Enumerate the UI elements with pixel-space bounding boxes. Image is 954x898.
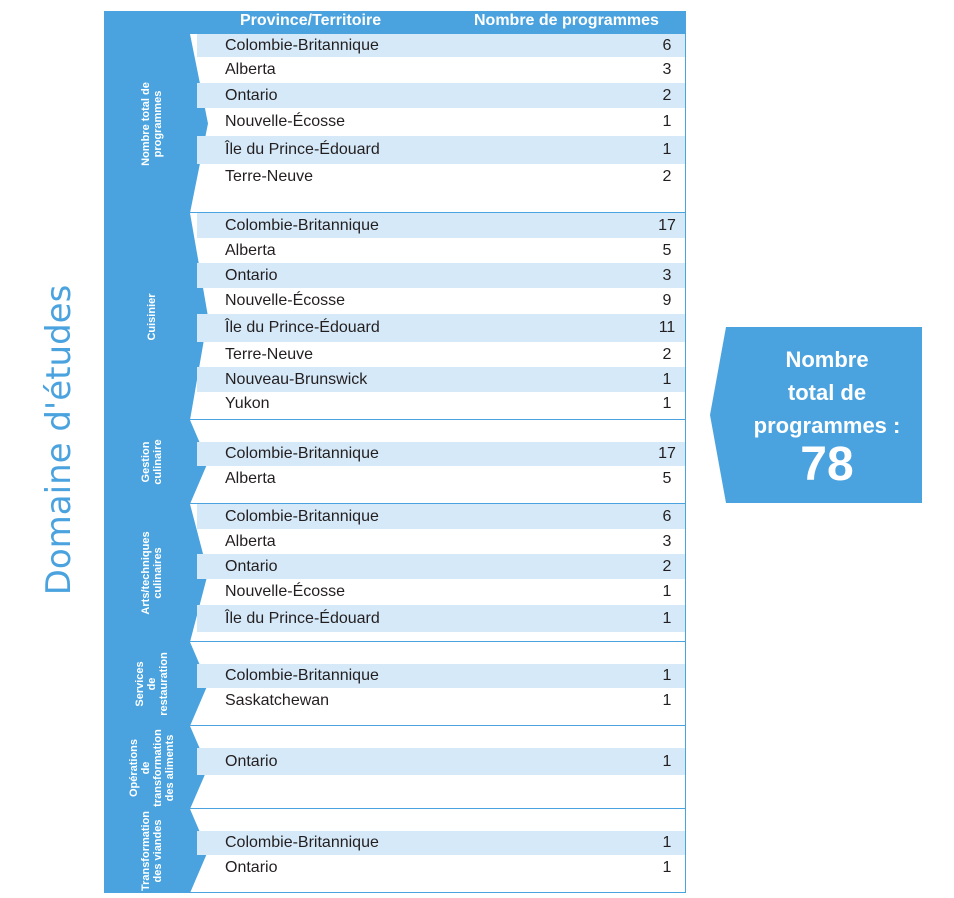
count-cell: 2 [662,168,672,185]
province-cell: Ontario [225,859,278,876]
table-row [197,342,685,367]
province-cell: Alberta [225,533,276,550]
group-label-line: Nombre total de [140,81,152,166]
table-row [197,529,685,554]
header-province: Province/Territoire [240,12,382,29]
table-row [197,466,685,491]
table-row [197,504,685,529]
count-cell: 2 [662,87,672,104]
count-cell: 3 [662,61,672,78]
table-row [197,367,685,392]
count-cell: 1 [662,395,672,412]
table-header [104,11,686,34]
province-cell: Ontario [225,87,278,104]
group-label-line: de [146,677,158,691]
count-cell: 6 [662,37,672,54]
count-cell: 1 [662,583,672,600]
count-cell: 2 [662,558,672,575]
group-label [140,439,164,484]
group-label-line: culinaire [152,439,164,485]
group-label [146,293,158,340]
province-cell: Saskatchewan [225,692,330,709]
count-cell: 9 [662,292,672,309]
group-label [140,82,164,166]
count-cell: 6 [662,508,672,525]
side-title: Domaine d'études [39,284,79,596]
count-cell: 1 [662,371,672,388]
province-cell: Colombie-Britannique [225,217,379,234]
table-row [197,748,685,775]
count-cell: 5 [662,470,672,487]
province-cell: Île du Prince-Édouard [225,319,380,336]
group-label-line: culinaires [152,547,164,599]
count-cell: 11 [658,319,676,336]
count-cell: 3 [662,267,672,284]
province-cell: Alberta [225,470,276,487]
province-cell: Yukon [225,395,270,412]
field-group [104,420,686,504]
province-cell: Colombie-Britannique [225,445,379,462]
group-label-line: des viandes [152,819,164,883]
field-group [104,34,686,213]
group-label [128,729,176,807]
count-cell: 17 [658,217,676,234]
field-group [104,213,686,420]
group-label-line: Opérations [128,738,140,797]
total-label-line: total de [787,380,867,405]
table-row [197,831,685,855]
total-value: 78 [800,438,854,491]
field-group [104,809,686,893]
province-cell: Terre-Neuve [225,346,314,363]
province-cell: Colombie-Britannique [225,508,379,525]
count-cell: 17 [658,445,676,462]
field-group [104,504,686,642]
province-cell: Nouveau-Brunswick [225,371,368,388]
table-row [197,108,685,136]
group-label-line: Cuisinier [146,292,158,341]
province-cell: Île du Prince-Édouard [225,141,380,158]
table-row [197,314,685,342]
group-label [134,652,170,716]
total-label-line: programmes : [753,413,901,438]
table-row [197,34,685,57]
province-cell: Ontario [225,267,278,284]
province-cell: Terre-Neuve [225,168,314,185]
count-cell: 1 [662,667,672,684]
table-row [197,263,685,288]
total-callout [710,327,922,503]
province-cell: Nouvelle-Écosse [225,113,346,130]
total-label-line: Nombre [785,347,869,372]
table-row [197,605,685,632]
province-cell: Nouvelle-Écosse [225,583,346,600]
province-cell: Ontario [225,558,278,575]
province-cell: Colombie-Britannique [225,667,379,684]
table-row [197,288,685,314]
table-row [197,136,685,164]
count-cell: 3 [662,533,672,550]
province-cell: Colombie-Britannique [225,37,379,54]
group-label [140,531,164,614]
table-row [197,579,685,605]
count-cell: 2 [662,346,672,363]
province-cell: Ontario [225,753,278,770]
table-row [197,554,685,579]
table-row [197,238,685,263]
count-cell: 1 [662,859,672,876]
group-label-line: Gestion [140,441,152,483]
count-cell: 1 [662,610,672,627]
province-cell: Nouvelle-Écosse [225,292,346,309]
group-label-line: des aliments [164,734,176,801]
group-label-line: programmes [152,90,164,157]
province-cell: Alberta [225,242,276,259]
count-cell: 1 [662,141,672,158]
table-row [197,442,685,466]
table-row [197,57,685,83]
table-row [197,664,685,688]
count-cell: 5 [662,242,672,259]
table-row [197,392,685,416]
province-cell: Île du Prince-Édouard [225,610,380,627]
group-label [140,811,164,891]
field-group [104,642,686,726]
group-label-line: Arts/techniques [140,531,152,615]
group-label-line: de [140,761,152,774]
table-row [197,688,685,713]
group-label-line: Services [134,661,146,707]
province-cell: Alberta [225,61,276,78]
province-cell: Colombie-Britannique [225,834,379,851]
count-cell: 1 [662,834,672,851]
count-cell: 1 [662,692,672,709]
total-label [732,343,922,442]
header-count: Nombre de programmes [474,12,659,29]
table-row [197,855,685,880]
field-group [104,726,686,809]
count-cell: 1 [662,113,672,130]
group-label-line: restauration [158,652,170,716]
count-cell: 1 [662,753,672,770]
group-label-line: transformation [152,728,164,807]
table-row [197,213,685,238]
group-label-line: Transformation [140,810,152,892]
table-row [197,164,685,189]
table-row [197,83,685,108]
